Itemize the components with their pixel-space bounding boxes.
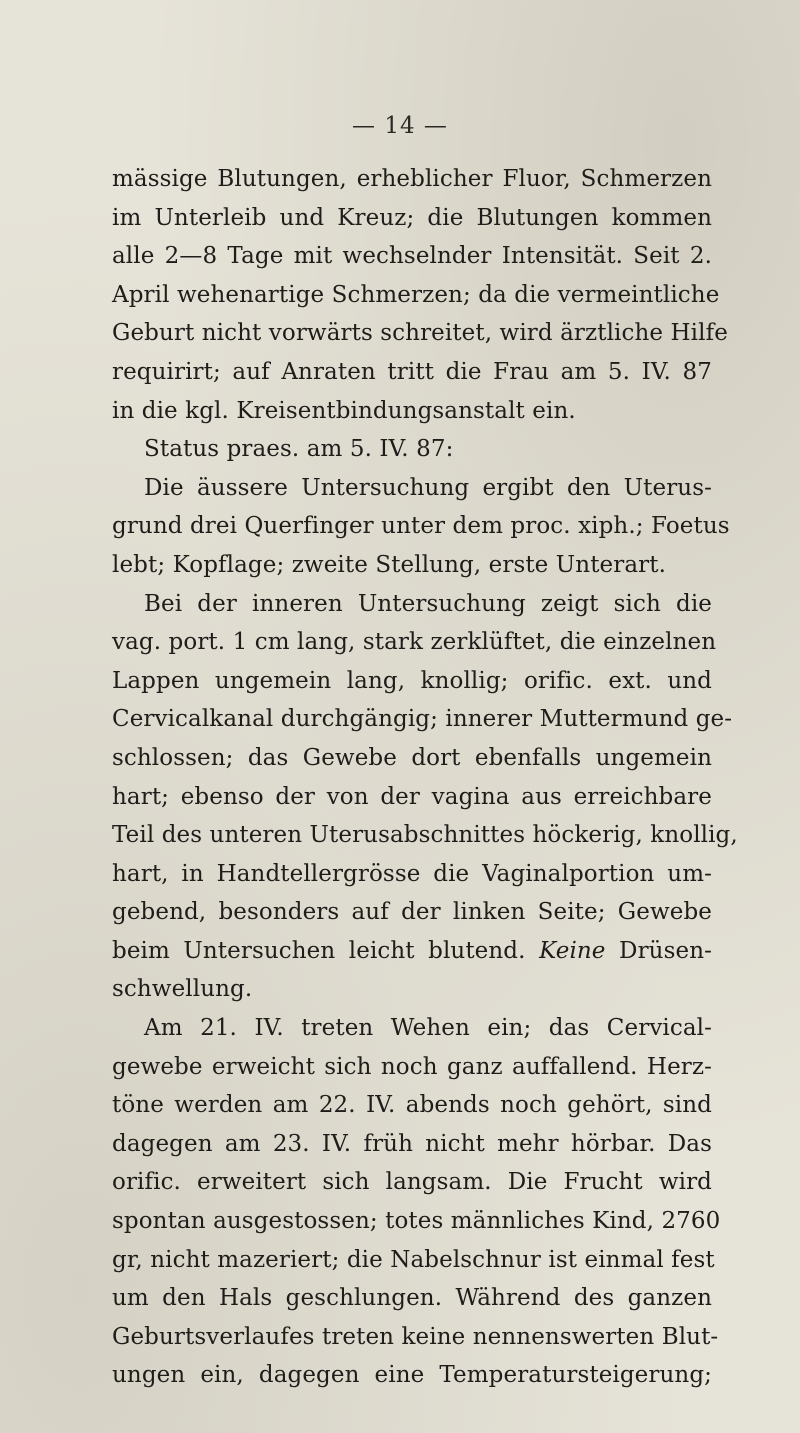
text-line: orific. erweitert sich langsam. Die Frucht wird [112, 1169, 712, 1196]
text-line: hart, in Handtellergrösse die Vaginalportion um- [112, 860, 712, 887]
text-line: gr, nicht mazeriert; die Nabelschnur ist einmal fest [112, 1246, 715, 1273]
text-line: mässige Blutungen, erheblicher Fluor, Schmerzen [112, 166, 712, 192]
text-line: April wehenartige Schmerzen; da die vermeintliche [112, 281, 720, 308]
text-line: Status praes. am 5. IV. 87: [144, 436, 454, 463]
text-line: Teil des unteren Uterusabschnittes höckerig, knollig, [112, 822, 738, 849]
text-line: alle 2—8 Tage mit wechselnder Intensität. Seit 2. [112, 243, 712, 270]
text-line: Die äussere Untersuchung ergibt den Uterus- [144, 474, 712, 501]
text-line: Lappen ungemein lang, knollig; orific. ext. und [112, 667, 712, 694]
text-line: gewebe erweicht sich noch ganz auffallend. Herz- [112, 1053, 712, 1080]
text-line: hart; ebenso der von der vagina aus erreichbare [112, 783, 712, 810]
page-number: — 14 — [352, 113, 448, 139]
italic-emphasis: Keine [539, 937, 606, 964]
text-line: schlossen; das Gewebe dort ebenfalls ungemein [112, 744, 712, 771]
text-line: schwellung. [112, 976, 253, 1003]
text-line: im Unterleib und Kreuz; die Blutungen kommen [112, 204, 712, 231]
text-line: requirirt; auf Anraten tritt die Frau am 5. IV. 87 [112, 358, 712, 385]
text-line: Am 21. IV. treten Wehen ein; das Cervical- [144, 1015, 712, 1042]
body-text [112, 160, 738, 1395]
text-line: Cervicalkanal durchgängig; innerer Muttermund ge- [112, 706, 733, 733]
text-line: dagegen am 23. IV. früh nicht mehr hörbar. Das [112, 1130, 712, 1157]
text-line: Geburtsverlaufes treten keine nennenswerten Blut- [112, 1323, 719, 1350]
text-line: lebt; Kopflage; zweite Stellung, erste Unterart. [112, 551, 667, 578]
text-line: vag. port. 1 cm lang, stark zerklüftet, die einzelnen [112, 629, 717, 656]
text-line: um den Hals geschlungen. Während des ganzen [112, 1285, 712, 1312]
text-line: Bei der inneren Untersuchung zeigt sich die [144, 590, 712, 617]
text-line: in die kgl. Kreisentbindungsanstalt ein. [112, 397, 576, 424]
text-line [112, 932, 712, 971]
text-line: ungen ein, dagegen eine Temperatursteigerung; [112, 1362, 712, 1389]
text-line: töne werden am 22. IV. abends noch gehört, sind [112, 1092, 712, 1119]
text-line: gebend, besonders auf der linken Seite; Gewebe [112, 899, 712, 926]
text-segment: beim Untersuchen leicht blutend. [112, 937, 526, 964]
text-line: grund drei Querfinger unter dem proc. xiph.; Foetus [112, 513, 730, 540]
text-line: Geburt nicht vorwärts schreitet, wird ärztliche Hilfe [112, 320, 728, 347]
text-segment: Drüsen- [619, 937, 712, 964]
text-line: spontan ausgestossen; totes männliches Kind, 2760 [112, 1208, 721, 1235]
